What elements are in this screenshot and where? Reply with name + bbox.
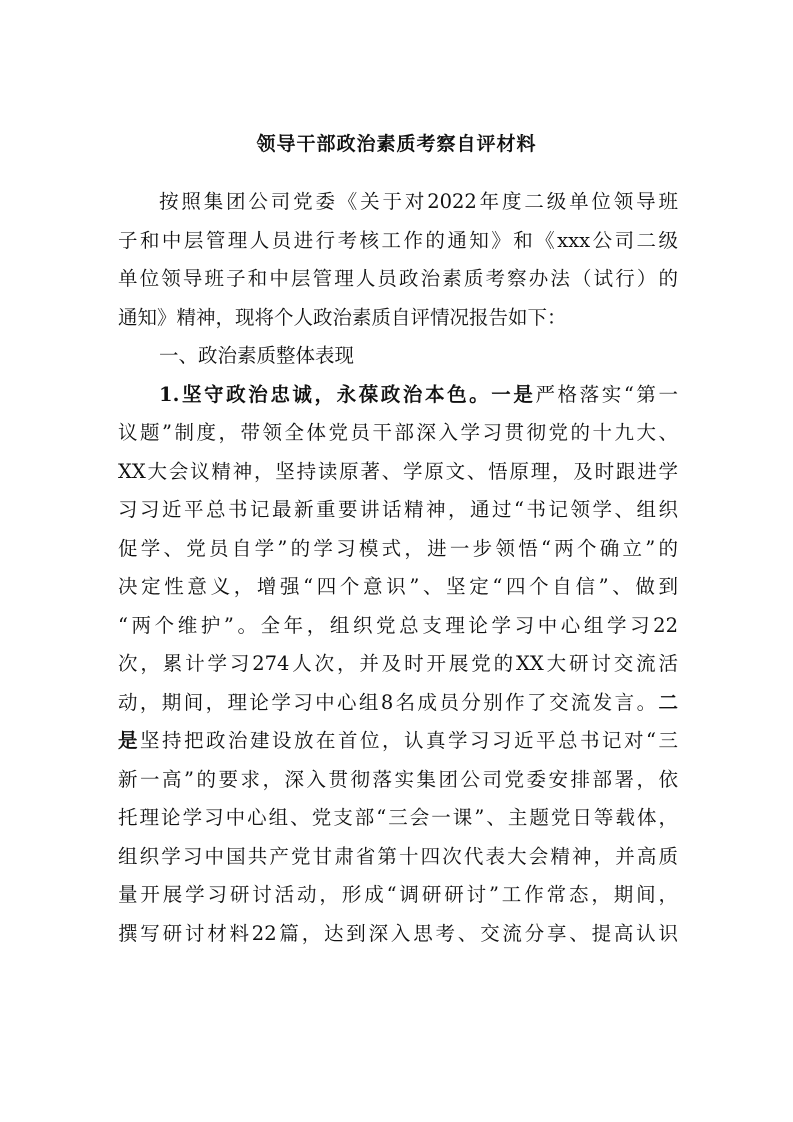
body-line: “两个维护”。全年，组织党总支理论学习中心组学习22 xyxy=(118,613,678,637)
body-line-with-bold xyxy=(118,722,678,761)
body-line: 新一高”的要求，深入贯彻落实集团公司党委安排部署，依 xyxy=(118,767,678,791)
intro-line: 按照集团公司党委《关于对2022年度二级单位领导班 xyxy=(159,190,678,213)
body-line-with-bold xyxy=(118,684,678,723)
body-line: 次，累计学习274人次，并及时开展党的XX大研讨交流活 xyxy=(118,652,678,675)
body-line: 组织学习中国共产党甘肃省第十四次代表大会精神，并高质 xyxy=(118,844,678,868)
intro-line: 单位领导班子和中层管理人员政治素质考察办法（试行）的 xyxy=(118,267,678,290)
body-line: 撰写研讨材料22篇，达到深入思考、交流分享、提高认识 xyxy=(118,921,678,945)
intro-line: 子和中层管理人员进行考核工作的通知》和《xxx公司二级 xyxy=(118,228,678,252)
item1-first-line xyxy=(118,376,678,415)
item1-bold-first: 一是 xyxy=(491,382,536,406)
body-line: XX大会议精神，坚持读原著、学原文、悟原理，及时跟进学 xyxy=(118,459,678,483)
item1-line1-rest: 严格落实“第一 xyxy=(535,382,678,406)
body-line: 决定性意义，增强“四个意识”、坚定“四个自信”、做到 xyxy=(118,575,678,598)
body-line: 量开展学习研讨活动，形成“调研研讨”工作常态，期间， xyxy=(118,883,678,906)
body-line: 促学、党员自学”的学习模式，进一步领悟“两个确立”的 xyxy=(118,536,678,560)
item1-bold-heading: 1.坚守政治忠诚，永葆政治本色。 xyxy=(159,382,492,406)
document-body xyxy=(118,183,678,953)
item1-bold-second-b: 是 xyxy=(118,729,141,752)
body-line: 议题”制度，带领全体党员干部深入学习贯彻党的十九大、 xyxy=(118,421,678,444)
line-second-rest: 坚持把政治建设放在首位，认真学习习近平总书记对“三 xyxy=(140,729,678,752)
intro-line: 通知》精神，现将个人政治素质自评情况报告如下： xyxy=(118,305,567,329)
item1-bold-second-a: 二 xyxy=(658,690,678,714)
body-line: 习习近平总书记最新重要讲话精神，通过“书记领学、组织 xyxy=(118,498,678,521)
line-before-second: 动，期间，理论学习中心组8名成员分别作了交流发言。 xyxy=(118,690,659,714)
body-line: 托理论学习中心组、党支部“三会一课”、主题党日等载体， xyxy=(118,806,678,829)
document-title: 领导干部政治素质考察自评材料 xyxy=(256,133,537,155)
section-heading: 一、政治素质整体表现 xyxy=(159,344,355,367)
